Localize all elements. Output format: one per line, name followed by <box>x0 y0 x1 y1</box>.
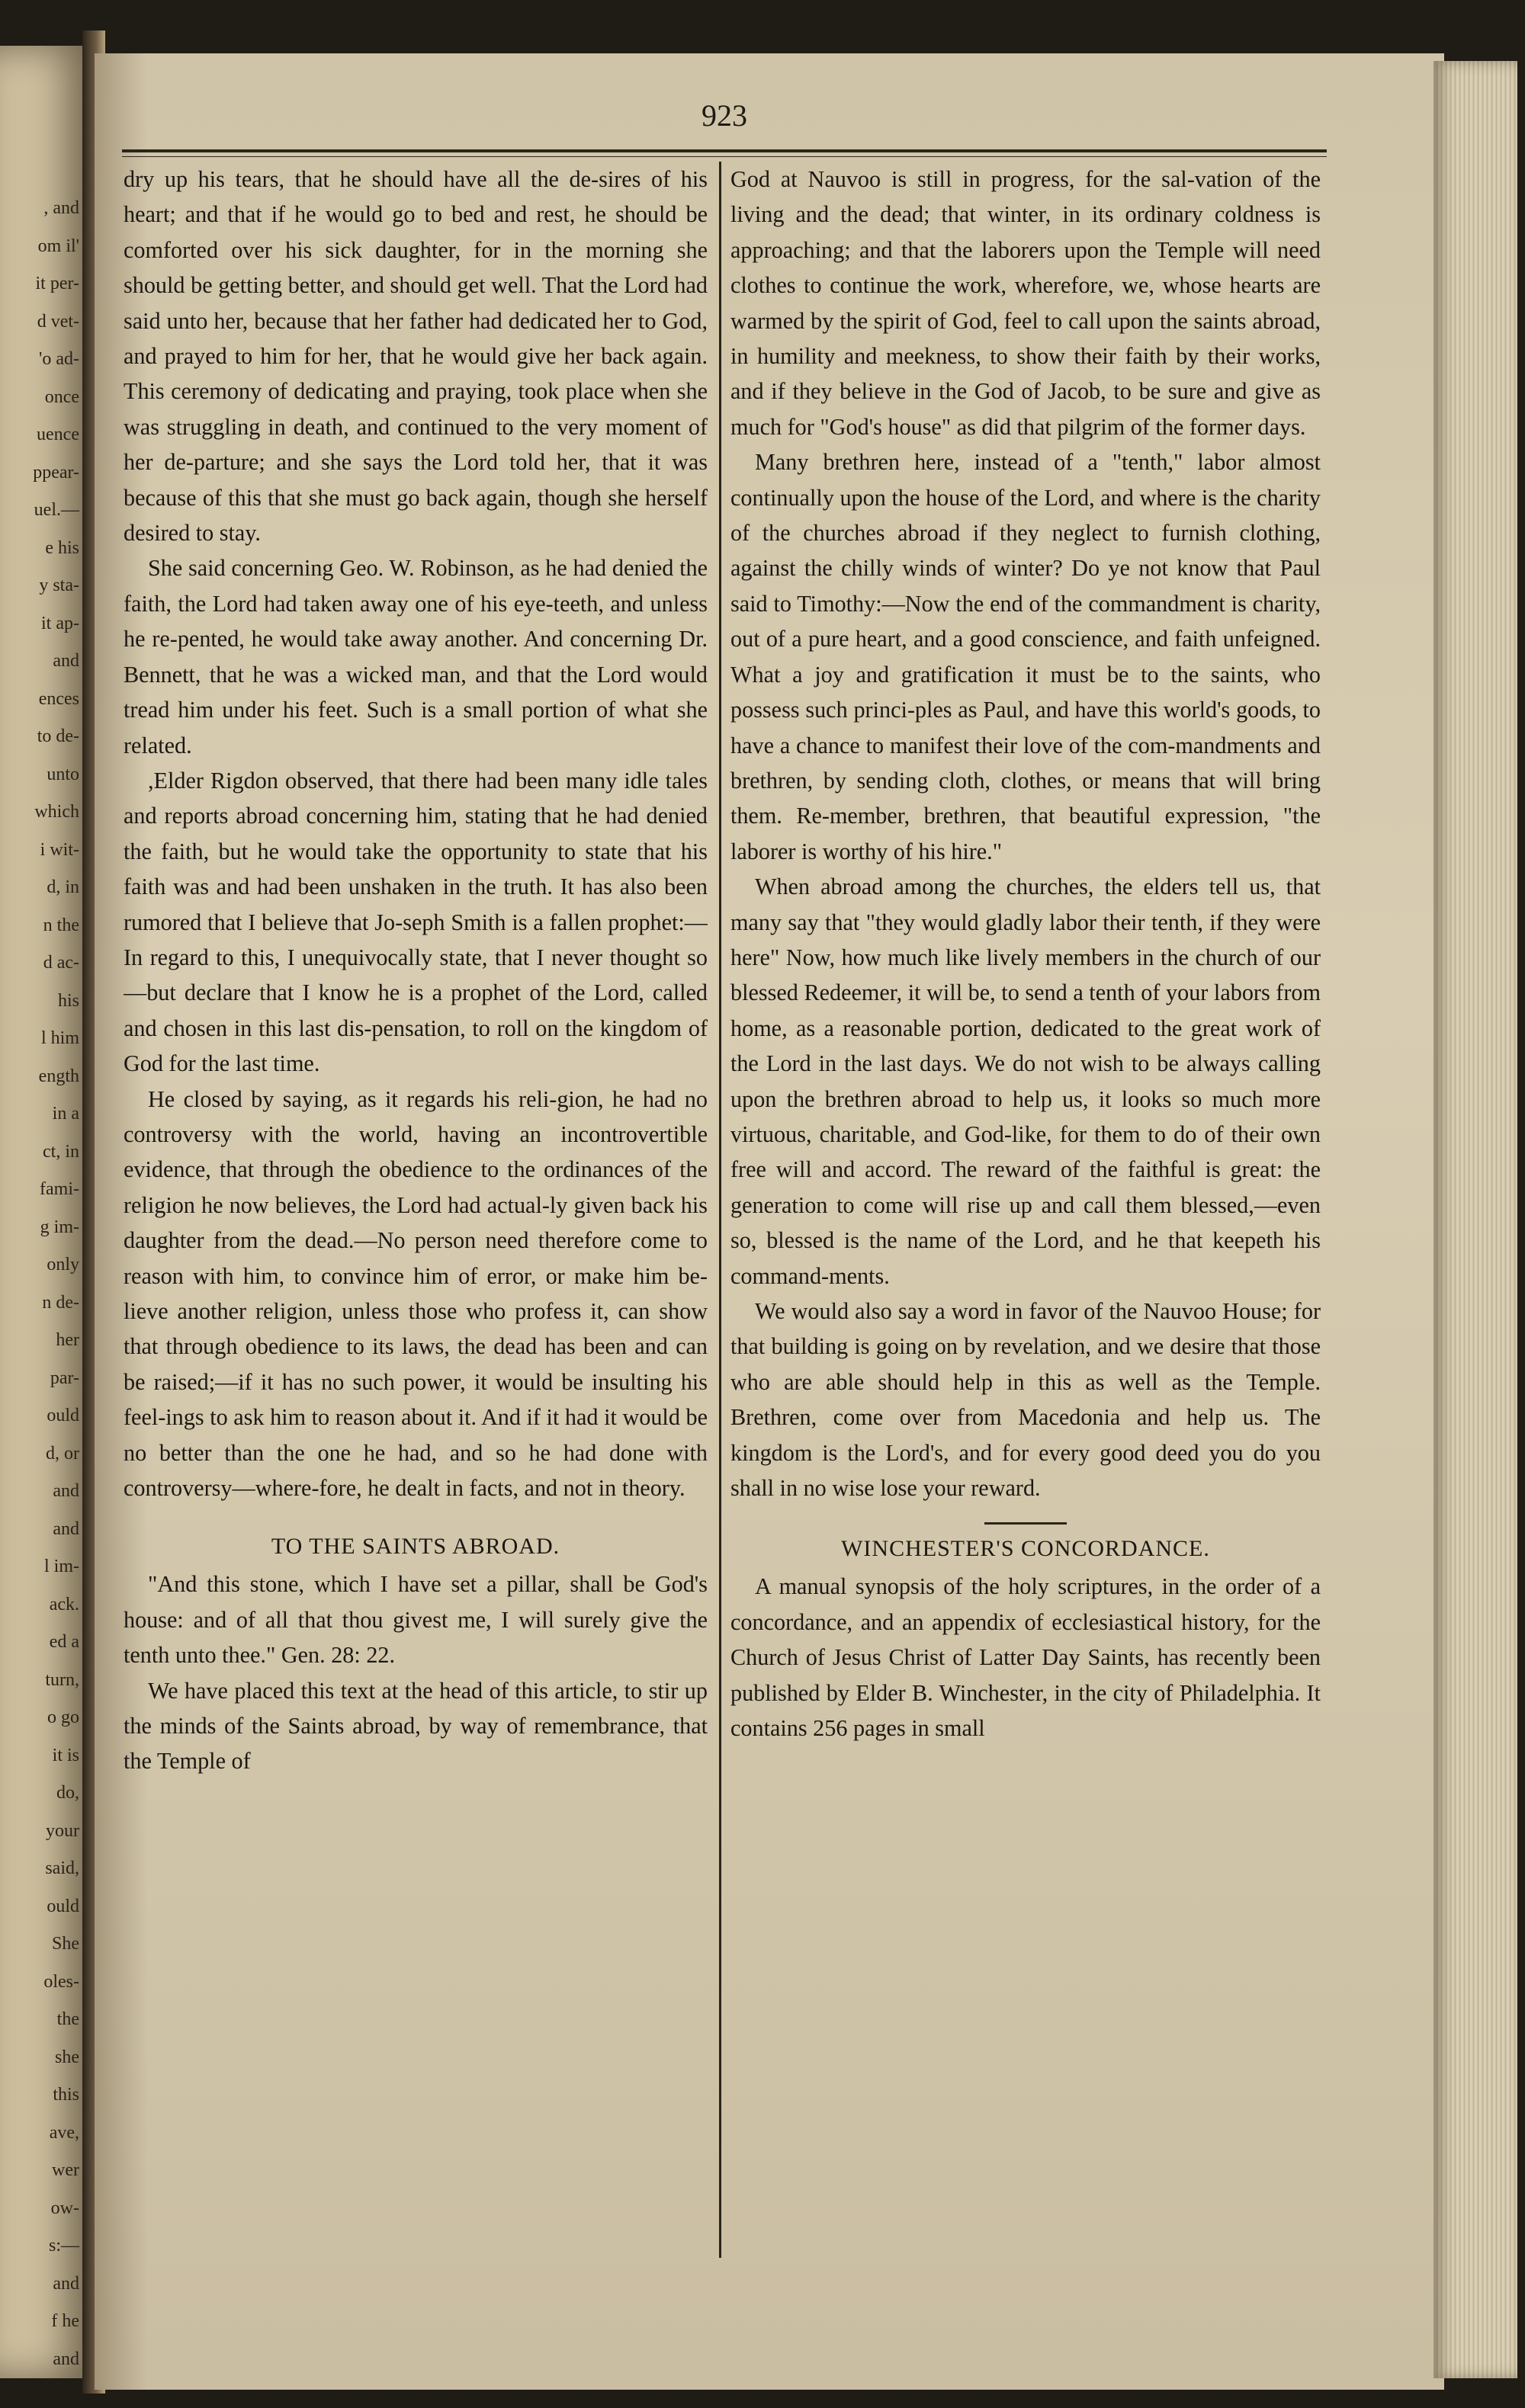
left-page-text-fragment: , and <box>43 198 79 218</box>
left-page-text-fragment: ave, <box>49 2122 79 2143</box>
left-column <box>124 162 708 2265</box>
left-page-text-fragment: 'o ad- <box>39 349 79 369</box>
article-paragraph: A manual synopsis of the holy scriptures, in the order of a concordance, and an appendix of ecclesiastical history, for the Church of Jesus Christ of Latter Day Saints, has recently been published by Elder B. Winchester, in the city of Philadelphia. It contains 256 pages in small <box>730 1573 1321 1742</box>
left-page-text-fragment: uence <box>37 425 79 444</box>
left-page-text-fragment: ct, in <box>43 1141 79 1162</box>
left-page-text-fragment: ences <box>38 688 79 709</box>
article-paragraph: ,Elder Rigdon observed, that there had been many idle tales and reports abroad concerning him, stating that he had denied the faith, but he would take the opportunity to state that his faith was and had been unshaken in the truth. It has also been rumored that I believe that Jo-seph Smith is a fallen prophet:—In regard to this, I unequivocally state, that I never thought so—but declare that I know he is a prophet of the Lord, called and chosen in this last dis-pensation, to roll on the kingdom of God for the last time. <box>124 767 708 1077</box>
left-page-text-fragment: e his <box>45 537 79 558</box>
left-page-text-fragment: uel.— <box>34 500 79 520</box>
section-separator <box>984 1522 1067 1525</box>
left-page-text-fragment: which <box>34 802 79 822</box>
left-page-text-fragment: do, <box>56 1783 79 1803</box>
left-page-text-fragment: only <box>47 1255 79 1275</box>
left-page-text-fragment: the <box>56 2009 79 2029</box>
left-page-text-fragment: and <box>53 2349 79 2369</box>
left-page-text-fragment: g im- <box>40 1217 79 1237</box>
left-page-text-fragment: your <box>46 1820 79 1841</box>
left-page-text-fragment: f he <box>51 2311 79 2331</box>
left-page-text-fragment: ppear- <box>33 462 79 483</box>
left-page-text-fragment: said, <box>45 1858 79 1878</box>
left-page-text-fragment: ow- <box>50 2198 79 2218</box>
article-paragraph: He closed by saying, as it regards his reli-gion, he had no controversy with the world, having an incontrovertible evidence, that through the obedience to the ordinances of the religion he now believes, the Lord had actual-ly given back his daughter from the dead.—No person need therefore come to reason with him, to convince him of error, or make him be-lieve another religion, unless those who profess it, can show that through obedience to its laws, the dead has been and can be raised;—if it has no such power, it would be insulting his feel-ings to ask him to reason about it. And if it had it would be no better than the one he had, and so he had done with controversy—where-fore, he dealt in facts, and not in theory. <box>124 1085 708 1502</box>
column-divider <box>719 162 721 2258</box>
left-page-text-fragment: ack. <box>49 1594 79 1614</box>
left-page-text-fragment: her <box>56 1330 79 1350</box>
left-page-text-fragment: once <box>44 386 79 407</box>
article-paragraph: We would also say a word in favor of the Nauvoo House; for that building is going on by revelation, and we desire that those who are able should help in this as well as the Temple. Brethren, come over from Macedonia and help us. The kingdom is the Lord's, and for every good deed you do you shall in no wise lose your reward. <box>730 1298 1321 1502</box>
article-paragraph: dry up his tears, that he should have all the de-sires of his heart; and that if he would go to bed and rest, he should be comforted over his sick daughter, for in the morning she should be getting better, and should get well. That the Lord had said unto her, because that her father had dedicated her to God, and prayed to him for her, that he would give her back again. This ceremony of dedicating and praying, took place when she was struggling in death, and continued to the very moment of her de-parture; and she says the Lord told her, that it was because of this that she must go back again, though she herself desired to stay. <box>124 166 708 547</box>
section-heading-saints-abroad: TO THE SAINTS ABROAD. <box>271 1534 560 1560</box>
left-page-text-fragment: om il' <box>37 236 79 256</box>
left-page-text-fragment: unto <box>47 764 79 784</box>
article-paragraph: When abroad among the churches, the elders tell us, that many say that "they would gladly labor their tenth, if they were here" Now, how much like lively members in the church of our blessed Redeemer, it will be, to send a tenth of your labors from home, as a reasonable portion, dedicated to the great work of the Lord in the last days. We do not wish to be always calling upon the brethren abroad to help us, it looks so much more virtuous, charitable, and God-like, for them to do of their own free will and accord. The reward of the faithful is great: the generation to come will rise up and call them blessed,—even so, blessed is the name of the Lord, and he that keepeth his command-ments. <box>730 874 1321 1289</box>
left-page-edge <box>0 46 90 2378</box>
page-number: 923 <box>702 98 747 133</box>
left-page-text-fragment: in a <box>52 1104 79 1124</box>
left-page-text-fragment: to de- <box>37 726 79 746</box>
section-heading-concordance: WINCHESTER'S CONCORDANCE. <box>841 1536 1210 1562</box>
left-page-text-fragment: n de- <box>42 1292 79 1313</box>
right-column <box>730 162 1321 2265</box>
left-page-text-fragment: l im- <box>44 1557 79 1576</box>
left-page-text-fragment: y sta- <box>39 576 79 595</box>
left-page-text-fragment: it ap- <box>41 613 79 633</box>
article-paragraph: She said concerning Geo. W. Robinson, as he had denied the faith, the Lord had taken away one of his eye-teeth, and unless he re-pented, he would take away another. And concerning Dr. Bennett, that he was a wicked man, and that the Lord would tread him under his feet. Such is a small portion of what she related. <box>124 555 708 758</box>
left-page-text-fragment: She <box>52 1934 79 1954</box>
left-page-text-fragment: and <box>53 651 79 671</box>
left-page-text-fragment: o go <box>47 1707 79 1727</box>
left-page-text-fragment: and <box>53 1481 79 1501</box>
scripture-epigraph: "And this stone, which I have set a pillar, shall be God's house: and of all that thou givest me, I will surely give the tenth unto thee." Gen. 28: 22. <box>124 1571 708 1669</box>
left-page-text-fragment: i wit- <box>40 839 79 860</box>
left-page-text-fragment: n the <box>43 915 79 935</box>
article-paragraph: God at Nauvoo is still in progress, for the sal-vation of the living and the dead; that winter, in its ordinary coldness is approaching; and that the laborers upon the Temple will need clothes to continue the work, wherefore, we, whose hearts are warmed by the spirit of God, feel to call upon the saints abroad, in humility and meekness, to show their faith by their works, and if they believe in the God of Jacob, to be sure and give as much for "God's house" as did that pilgrim of the former days. <box>730 166 1321 440</box>
page-fore-edge <box>1434 61 1517 2378</box>
left-page-text-fragment: turn, <box>45 1669 79 1690</box>
left-page-text-fragment: she <box>55 2047 79 2067</box>
left-page-text-fragment: d ac- <box>43 953 79 973</box>
left-page-text-fragment: it is <box>52 1745 79 1765</box>
left-page-text-fragment: ould <box>47 1896 79 1916</box>
left-page-text-fragment: ed a <box>49 1632 79 1652</box>
left-page-text-fragment: and <box>53 1518 79 1539</box>
left-page-text-fragment: ength <box>38 1066 79 1086</box>
article-paragraph: We have placed this text at the head of this article, to stir up the minds of the Saints abroad, by way of remembrance, that the Temple of <box>124 1677 708 1775</box>
left-page-text-fragment: and <box>53 2273 79 2294</box>
left-page-text-fragment: oles- <box>43 1971 79 1992</box>
left-page-text-fragment: fami- <box>40 1179 79 1199</box>
left-page-text-fragment: s:— <box>48 2236 79 2256</box>
left-page-text-fragment: d vet- <box>37 311 79 332</box>
header-rule <box>122 149 1327 157</box>
left-page-text-fragment: this <box>53 2085 79 2105</box>
left-page-text-fragment: l him <box>40 1028 79 1048</box>
left-page-text-fragment: d, or <box>46 1443 79 1464</box>
left-page-text-fragment: ould <box>47 1406 79 1425</box>
article-paragraph: Many brethren here, instead of a "tenth," labor almost continually upon the house of the Lord, and where is the charity of the churches abroad if they neglect to furnish clothing, against the chilly winds of winter? Do ye not know that Paul said to Timothy:—Now the end of the commandment is charity, out of a pure heart, and a good conscience, and faith unfeigned. What a joy and gratification it must be to the saints, who possess such princi-ples as Paul, and have this world's goods, to have a chance to manifest their love of the com-mandments and brethren, by sending cloth, clothes, or means that will bring them. Re-member, brethren, that beautiful expression, "the laborer is worthy of his hire." <box>730 449 1321 864</box>
left-page-text-fragment: d, in <box>47 877 79 897</box>
left-page-text-fragment: wer <box>52 2160 79 2180</box>
left-page-text-fragment: it per- <box>35 274 79 293</box>
left-page-text-fragment: his <box>57 990 79 1011</box>
left-page-text-fragment: par- <box>50 1368 79 1388</box>
